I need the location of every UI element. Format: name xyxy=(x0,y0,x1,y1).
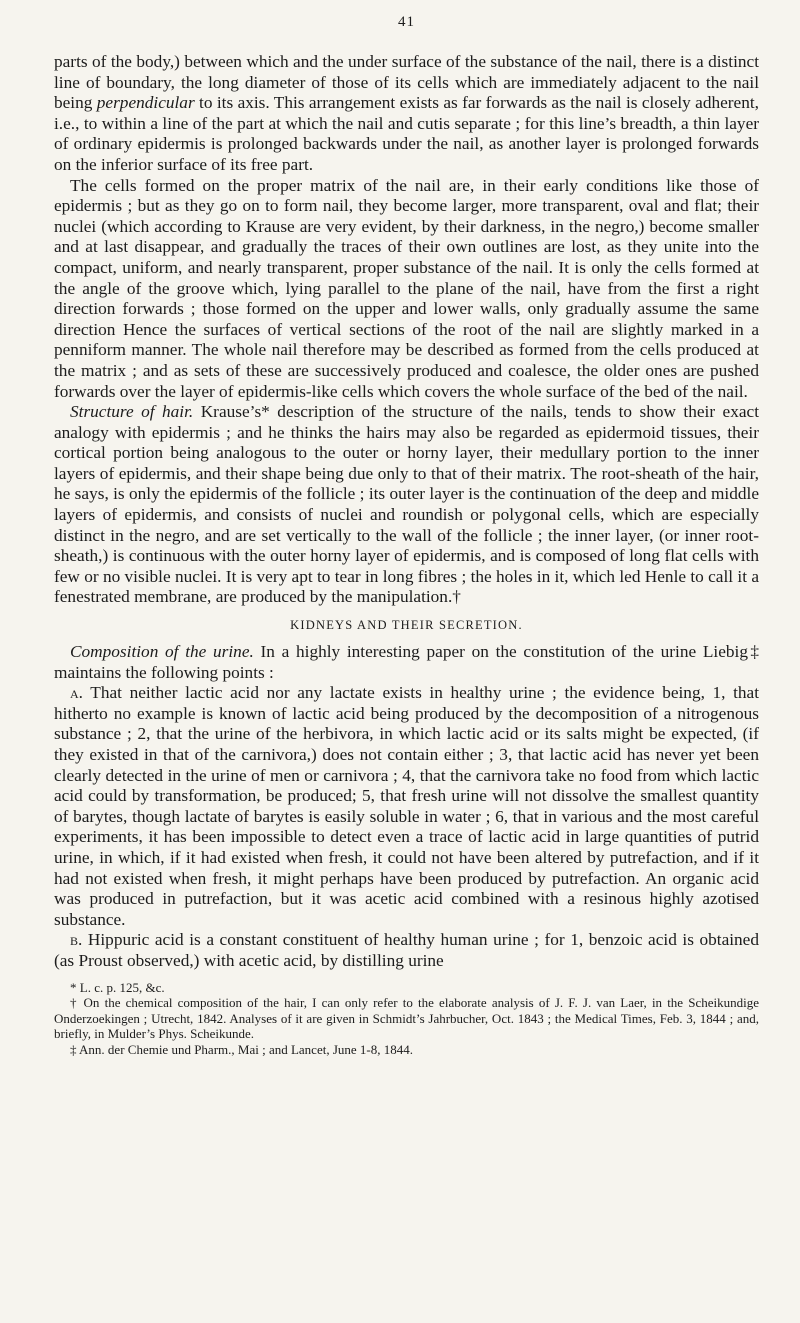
italic-run: perpendicular xyxy=(96,93,195,113)
paragraph xyxy=(54,402,759,608)
footnotes xyxy=(54,980,759,1058)
item-marker: a. xyxy=(70,683,83,703)
footnote: † On the chemical composition of the hair, I can only refer to the elaborate analysis of J. F. J. van Laer, in the Scheikundige Onderzoekingen ; Utrecht, 1842. Analyses of it are given in Schmidt’s Jahrbucher, Oct. 1843 ; the Medical Times, Feb. 3, 1844 ; and, briefly, in Mulder’s Phys. Scheikunde. xyxy=(54,995,759,1042)
page-number: 41 xyxy=(398,14,415,30)
text-run: Hippuric acid is a constant constituent of healthy human urine ; for 1, benzoic acid is obtained (as Proust observed,) with acetic acid, by distilling urine xyxy=(54,930,759,970)
paragraph xyxy=(54,930,759,971)
italic-run: Composition of the urine. xyxy=(70,642,254,662)
paragraph xyxy=(54,52,759,176)
section-heading: KIDNEYS AND THEIR SECRETION. xyxy=(290,618,523,633)
item-marker: b. xyxy=(70,930,83,950)
paragraph xyxy=(54,683,759,930)
text-run: parts of the body,) between which and the under surface of the substance of the nail, there is a distinct line of boundary, the long diameter of those of its cells which are immediately adjacent to the nail being xyxy=(54,52,759,113)
text-run: Krause’s* description of the structure of the nails, tends to show their exact analogy with epidermis ; and he thinks the hairs may also be regarded as epidermoid tissues, their cortical portion being analogous to the outer or horny layer, their medullary portion to the inner layers of epidermis, and their shape being due only to that of their matrix. The root-sheath of the hair, he says, is only the epidermis of the follicle ; its outer layer is the continuation of the deep and middle layers of epidermis, and consists of nuclei and roundish or polygonal cells, which are especially distinct in the negro, and are set vertically to the wall of the follicle ; the inner layer, (or inner root-sheath,) is continuous with the outer horny layer of epidermis, and is composed of long flat cells with few or no visible nuclei. It is very apt to tear in long fibres ; the holes in it, which led Henle to call it a fenestrated membrane, are produced by the manipulation.† xyxy=(54,402,760,607)
text-run: The cells formed on the proper matrix of the nail are, in their early conditions like those of epidermis ; but as they go on to form nail, they become larger, more transparent, oval and flat; their nuclei (which according to Krause are very evident, by their darkness, in the negro,) become smaller and at last disappear, and gradually the traces of their own outlines are lost, as they unite into the compact, uniform, and nearly transparent, proper substance of the nail. It is only the cells formed at the angle of the groove which, lying parallel to the plane of the nail, have from the first a right direction forwards ; those formed on the upper and lower walls, only gradually assume the same direction Hence the surfaces of vertical sections of the root of the nail are slightly marked in a penniform manner. The whole nail therefore may be described as formed from the cells produced at the matrix ; and as sets of these are successively produced and coalesce, the older ones are pushed forwards over the layer of epidermis-like cells which covers the whole surface of the bed of the nail. xyxy=(54,175,759,401)
footnote: ‡ Ann. der Chemie und Pharm., Mai ; and Lancet, June 1-8, 1844. xyxy=(70,1041,413,1057)
paragraph xyxy=(54,642,759,683)
urine-section xyxy=(54,642,759,972)
text-run: That neither lactic acid nor any lactate exists in healthy urine ; the evidence being, 1, that hitherto no example is known of lactic acid being produced by the decomposition of a nitrogenous substance ; 2, that the urine of the herbivora, in which lactic acid or its salts might be expected, (if they existed in that of the carnivora,) does not contain either ; 3, that lactic acid has never yet been clearly detected in the urine of men or carnivora ; 4, that the carnivora take no food from which lactic acid could by transformation, be produced; 5, that fresh urine will not dissolve the smallest quantity of barytes, though lactate of barytes is easily soluble in water ; 6, that in various and the most careful experiments, it has been impossible to detect even a trace of lactic acid in large quantities of putrid urine, in which, if it had existed when fresh, it could not have been altered by putrefaction, and if it had not existed when fresh, it might perhaps have been produced by putrefaction. An organic acid was produced in putrefaction, but it was acetic acid combined with a resinous highly azotised substance. xyxy=(54,683,759,929)
paragraph xyxy=(54,176,759,403)
body-text xyxy=(54,52,759,972)
italic-run: Structure of hair. xyxy=(70,402,194,422)
footnote: * L. c. p. 125, &c. xyxy=(70,979,165,995)
book-page xyxy=(54,14,759,1057)
text-run: In a highly interesting paper on the constitution of the urine Liebig‡ maintains the following points : xyxy=(54,642,759,682)
nail-and-hair-section xyxy=(54,52,759,608)
text-run: to its axis. This arrangement exists as far forwards as the nail is closely adherent, i.e., to within a line of the part at which the nail and cutis separate ; for this line’s breadth, a thin layer of ordinary epidermis is prolonged backwards under the nail, as another layer is prolonged forwards on the inferior surface of its free part. xyxy=(54,93,759,174)
